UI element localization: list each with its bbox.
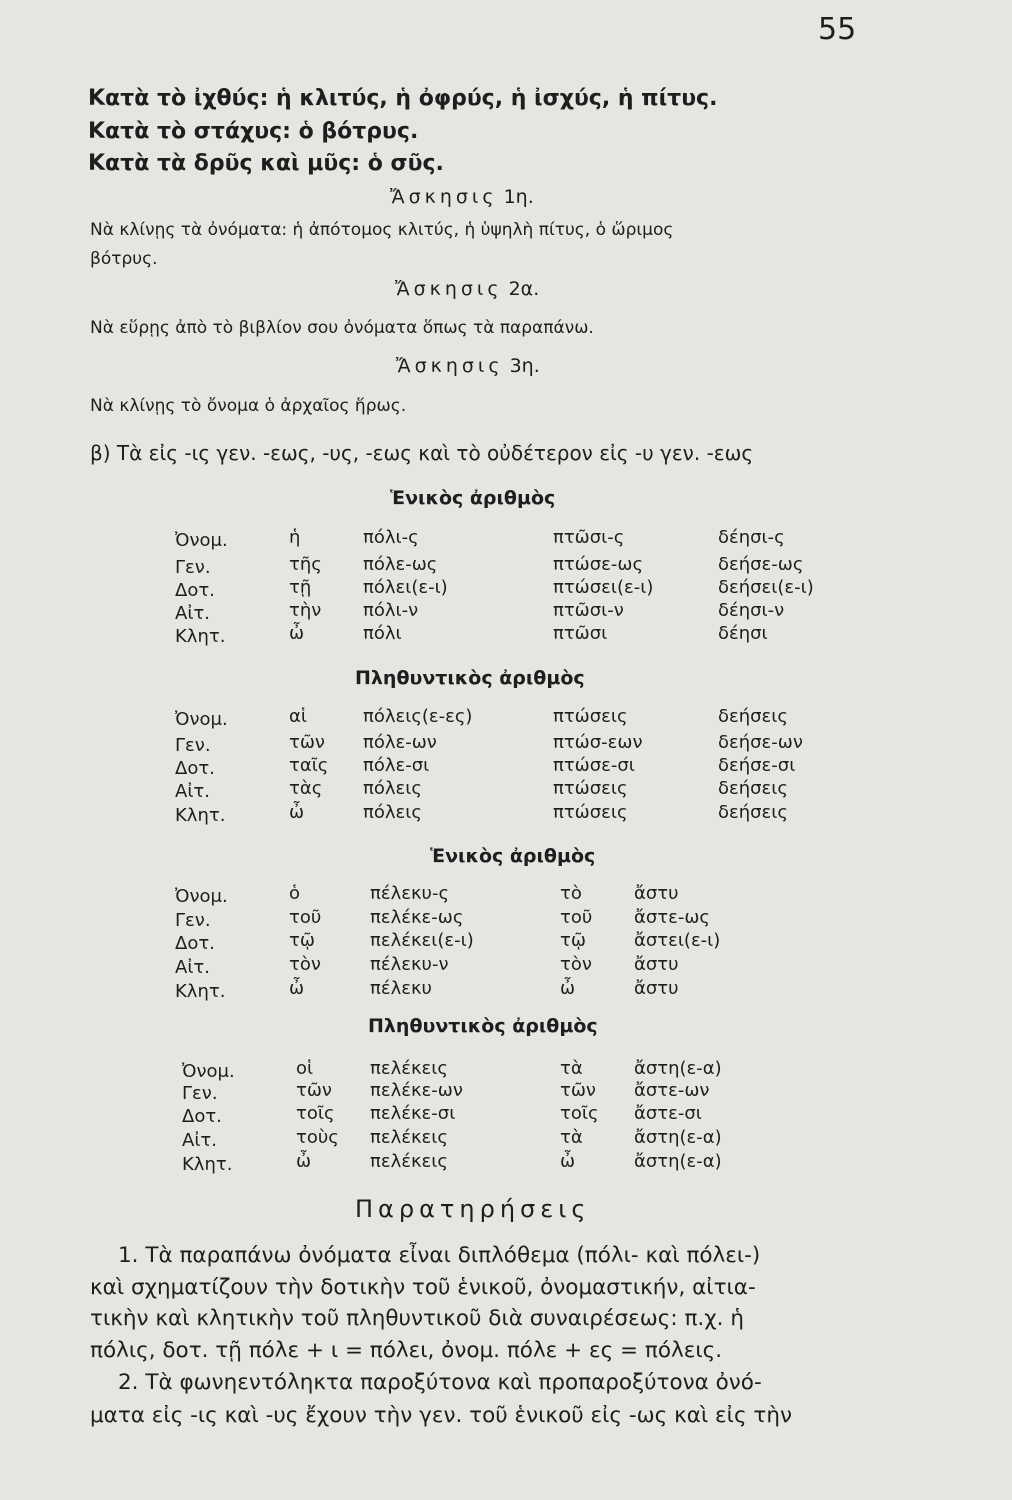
form: πόλε-ως	[363, 554, 438, 575]
form: πτώσ-εων	[553, 732, 643, 753]
case-label: Κλητ.	[182, 1154, 233, 1175]
form: δεήσε-ως	[718, 554, 804, 575]
table2-singular-heading: Ἑνικὸς ἀριθμὸς	[430, 845, 596, 867]
form: πέλεκυ	[370, 978, 432, 999]
form: ἄστε-ων	[634, 1080, 710, 1101]
exercise-1-text-cont: βότρυς.	[90, 249, 158, 269]
form: πελέκε-σι	[370, 1103, 456, 1124]
exercise-3-heading: Ἄσκησις 3η.	[396, 355, 540, 377]
article: τὰς	[289, 778, 323, 799]
case-label: Δοτ.	[175, 758, 215, 779]
exercise-2-text: Νὰ εὕρῃς ἀπὸ τὸ βιβλίον σου ὀνόματα ὅπως τὰ παραπάνω.	[90, 318, 594, 338]
form: πελέκε-ως	[370, 907, 464, 928]
form: πόλε-σι	[363, 755, 430, 776]
form: ἄστυ	[634, 978, 679, 999]
article: αἱ	[289, 706, 307, 727]
exercise-1-text: Νὰ κλίνῃς τὰ ὀνόματα: ἡ ἀπότομος κλιτύς, ἡ ὑψηλὴ πίτυς, ὁ ὥριμος	[90, 220, 674, 240]
section-b-heading: β) Τὰ εἰς -ις γεν. -εως, -υς, -εως καὶ τὸ οὐδέτερον εἰς -υ γεν. -εως	[90, 441, 754, 465]
article: ὦ	[289, 623, 305, 644]
case-label: Ὀνομ.	[175, 530, 228, 551]
form: πόλι-ς	[363, 527, 419, 548]
form: πόλι	[363, 623, 402, 644]
case-label: Ὀνομ.	[182, 1061, 235, 1082]
form: πτῶσι-ν	[553, 600, 624, 621]
case-label: Γεν.	[175, 910, 211, 931]
form: ἄστη(ε-α)	[634, 1127, 722, 1148]
article: ταῖς	[289, 755, 329, 776]
form: δέησι	[718, 623, 768, 644]
form: δεήσε-ων	[718, 732, 803, 753]
article: τοῦ	[560, 907, 593, 928]
observation-line: 2. Τὰ φωνηεντόληκτα παροξύτονα καὶ προπαροξύτονα ὀνό-	[118, 1370, 762, 1395]
case-label: Κλητ.	[175, 626, 226, 647]
article: τοῖς	[296, 1103, 335, 1124]
exercise-3-text: Νὰ κλίνῃς τὸ ὄνομα ὁ ἀρχαῖος ἥρως.	[90, 396, 407, 416]
case-label: Γεν.	[175, 735, 211, 756]
form: πτώσε-ως	[553, 554, 644, 575]
case-label: Αἰτ.	[182, 1130, 217, 1151]
form: ἄστυ	[634, 954, 679, 975]
page-number: 55	[818, 12, 857, 47]
exercise-2-heading: Ἄσκησις 2α.	[395, 278, 540, 300]
form: δεήσεις	[718, 802, 788, 823]
case-label: Γεν.	[182, 1083, 218, 1104]
form: δεήσε-σι	[718, 755, 796, 776]
observation-line: πόλις, δοτ. τῇ πόλε + ι = πόλει, ὀνομ. πόλε + ες = πόλεις.	[90, 1338, 723, 1363]
case-label: Δοτ.	[182, 1106, 222, 1127]
form: δεήσεις	[718, 706, 788, 727]
case-label: Δοτ.	[175, 580, 215, 601]
form: πτώσε-σι	[553, 755, 635, 776]
form: πόλεις	[363, 778, 422, 799]
case-label: Αἰτ.	[175, 957, 210, 978]
form: πόλεις	[363, 802, 422, 823]
observation-line: 1. Τὰ παραπάνω ὀνόματα εἶναι διπλόθεμα (πόλι- καὶ πόλει-)	[118, 1243, 761, 1268]
article: οἱ	[296, 1058, 314, 1079]
form: πελέκεις	[370, 1058, 448, 1079]
form: ἄστε-ως	[634, 907, 710, 928]
article: ὦ	[289, 802, 305, 823]
article: ὦ	[560, 1151, 576, 1172]
article: τῷ	[289, 930, 315, 951]
article: ὦ	[296, 1151, 312, 1172]
table2-plural-heading: Πληθυντικὸς ἀριθμὸς	[368, 1015, 598, 1037]
case-label: Γεν.	[175, 557, 211, 578]
form: ἄστη(ε-α)	[634, 1151, 722, 1172]
observation-line: καὶ σχηματίζουν τὴν δοτικὴν τοῦ ἑνικοῦ, ὀνομαστικήν, αἰτια-	[90, 1275, 756, 1300]
form: δεήσει(ε-ι)	[718, 577, 814, 598]
article: ὦ	[560, 978, 576, 999]
form: πτῶσι-ς	[553, 527, 625, 548]
table1-plural-heading: Πληθυντικὸς ἀριθμὸς	[355, 667, 585, 689]
form: πόλεις(ε-ες)	[363, 706, 473, 727]
article: τοὺς	[296, 1127, 339, 1148]
form: πτώσει(ε-ι)	[553, 577, 654, 598]
form: ἄστυ	[634, 883, 679, 904]
form: δέησι-ν	[718, 600, 785, 621]
exercise-1-heading: Ἄσκησις 1η.	[390, 186, 534, 208]
form: πτώσεις	[553, 706, 628, 727]
article: τῶν	[296, 1080, 332, 1101]
article: τῇ	[289, 577, 312, 598]
article: τῷ	[560, 930, 586, 951]
case-label: Αἰτ.	[175, 781, 210, 802]
form: πελέκεις	[370, 1151, 448, 1172]
article: τοῦ	[289, 907, 322, 928]
observation-line: τικὴν καὶ κλητικὴν τοῦ πληθυντικοῦ διὰ συναιρέσεως: π.χ. ἡ	[90, 1306, 744, 1331]
form: ἄστει(ε-ι)	[634, 930, 721, 951]
observations-title: Παρατηρήσεις	[355, 1195, 591, 1223]
form: πτώσεις	[553, 778, 628, 799]
article: ἡ	[289, 527, 301, 548]
form: δεήσεις	[718, 778, 788, 799]
case-label: Κλητ.	[175, 805, 226, 826]
article: τῶν	[560, 1080, 596, 1101]
article: τὸν	[289, 954, 321, 975]
article: τὰ	[560, 1127, 583, 1148]
case-label: Ὀνομ.	[175, 886, 228, 907]
article: τῶν	[289, 732, 325, 753]
case-label: Κλητ.	[175, 981, 226, 1002]
case-label: Δοτ.	[175, 933, 215, 954]
article: τὰ	[560, 1058, 583, 1079]
table1-singular-heading: Ἑνικὸς ἀριθμὸς	[390, 487, 556, 509]
form: πτώσεις	[553, 802, 628, 823]
form: ἄστη(ε-α)	[634, 1058, 722, 1079]
form: πελέκεις	[370, 1127, 448, 1148]
form: πελέκε-ων	[370, 1080, 463, 1101]
form: πελέκει(ε-ι)	[370, 930, 474, 951]
case-label: Αἰτ.	[175, 603, 210, 624]
intro-line-3: Κατὰ τὰ δρῦς καὶ μῦς: ὁ σῦς.	[88, 151, 444, 176]
form: πόλει(ε-ι)	[363, 577, 448, 598]
form: πτῶσι	[553, 623, 608, 644]
article: τοῖς	[560, 1103, 599, 1124]
article: ὁ	[289, 883, 301, 904]
article: τὴν	[289, 600, 322, 621]
article: ὦ	[289, 978, 305, 999]
article: τῆς	[289, 554, 322, 575]
intro-line-1: Κατὰ τὸ ἰχθύς: ἡ κλιτύς, ἡ ὀφρύς, ἡ ἰσχύς, ἡ πίτυς.	[88, 86, 718, 111]
form: πόλε-ων	[363, 732, 437, 753]
observation-line: ματα εἰς -ις καὶ -υς ἔχουν τὴν γεν. τοῦ ἑνικοῦ εἰς -ως καὶ εἰς τὴν	[90, 1403, 792, 1428]
case-label: Ὀνομ.	[175, 709, 228, 730]
form: δέησι-ς	[718, 527, 785, 548]
form: ἄστε-σι	[634, 1103, 702, 1124]
article: τὸν	[560, 954, 592, 975]
form: πόλι-ν	[363, 600, 419, 621]
form: πέλεκυ-ν	[370, 954, 449, 975]
form: πέλεκυ-ς	[370, 883, 450, 904]
intro-line-2: Κατὰ τὸ στάχυς: ὁ βότρυς.	[88, 119, 419, 144]
article: τὸ	[560, 883, 582, 904]
